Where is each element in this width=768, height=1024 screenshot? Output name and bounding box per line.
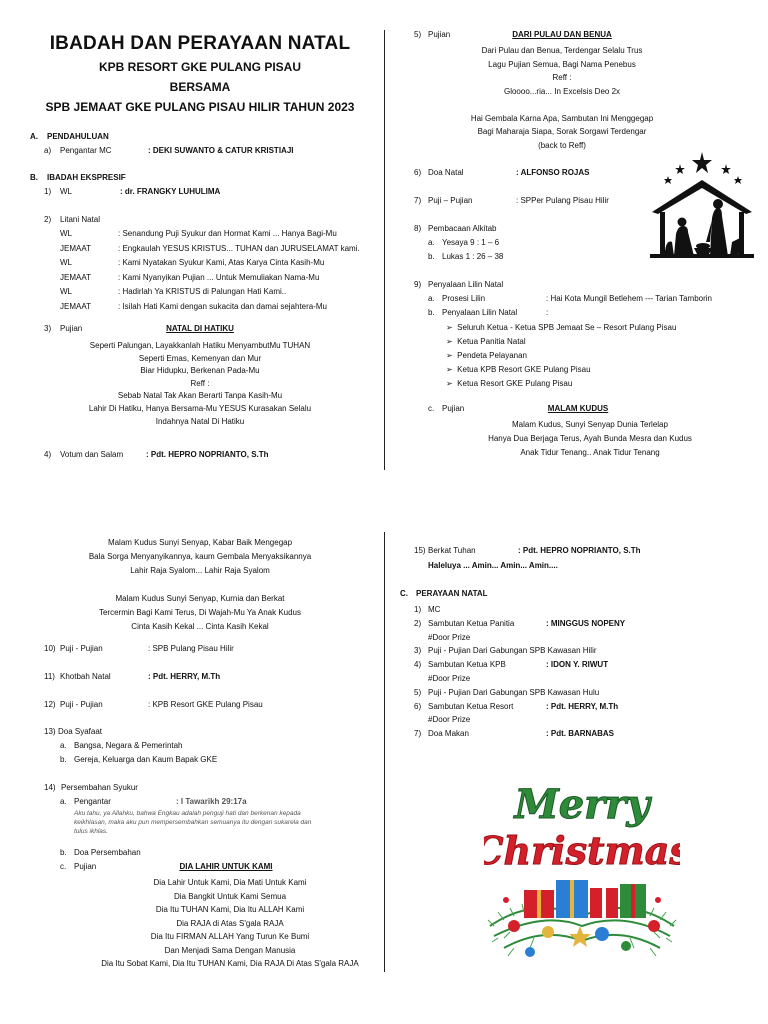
syafaat-label: Doa Syafaat [58, 727, 103, 736]
litani-text: : Engkaulah YESUS KRISTUS... TUHAN dan JURUSELAMAT kami. [118, 243, 360, 253]
lyric-line: Dan Menjadi Sama Dengan Manusia [164, 945, 296, 955]
section-c-label: C. [400, 589, 408, 598]
perayaan-item-label: Sambutan Ketua Panitia [428, 618, 515, 628]
lyric-line: Seperti Palungan, Layakkanlah Hatiku MenyambutMu TUHAN [89, 341, 311, 350]
arrow-icon: ➢ [446, 351, 458, 360]
lyric-line: Bagi Maharaja Siapa, Sorak Sorgawi Terdengar [477, 127, 647, 136]
litani-text: : Hadirlah Ya KRISTUS di Palungan Hati Kami.. [118, 287, 287, 297]
sub-num: a. [60, 797, 67, 806]
section-a-title: PENDAHULUAN [47, 132, 109, 141]
pujian-label: Pujian [74, 862, 97, 871]
subtitle-kpb: KPB RESORT GKE PULANG PISAU [98, 60, 302, 74]
item-num: 3) [44, 324, 52, 333]
item-num: 3) [414, 646, 422, 656]
section-b-label: B. [30, 173, 38, 182]
litani-who: WL [60, 258, 72, 268]
item-num: a) [44, 146, 52, 155]
bible-reading: Yesaya 9 : 1 – 6 [442, 238, 500, 247]
subtitle-bersama: BERSAMA [169, 80, 231, 94]
lyric-line: Dia Itu FIRMAN ALLAH Yang Turun Ke Bumi [150, 932, 310, 941]
sub-num: b. [60, 848, 67, 857]
litani-who: JEMAAT [60, 272, 91, 282]
lyric-line: Malam Kudus Sunyi Senyap, Kabar Baik Mengegap [107, 538, 293, 547]
door-prize: #Door Prize [428, 632, 471, 642]
lyric-line: Dia RAJA di Atas S'gala RAJA [176, 918, 284, 928]
song-title: MALAM KUDUS [547, 404, 609, 413]
doa-persembahan-label: Doa Persembahan [74, 848, 141, 857]
alkitab-label: Pembacaan Alkitab [428, 224, 497, 233]
lyric-line: Sebab Natal Tak Akan Berarti Tanpa Kasih-Mu [117, 391, 283, 401]
litani-who: WL [60, 229, 72, 238]
column-divider-top [384, 30, 385, 470]
prosesi-label: Prosesi Lilin [442, 294, 486, 303]
list-item: ➢ Ketua KPB Resort GKE Pulang Pisau [446, 365, 591, 374]
song-title: DARI PULAU DAN BENUA [512, 30, 612, 39]
doa-natal-value: : ALFONSO ROJAS [516, 168, 590, 177]
berkat-label: Berkat Tuhan [428, 546, 476, 555]
wl-label: WL [60, 187, 72, 196]
pujian-label: Pujian [428, 30, 451, 39]
lyric-line: Reff : [190, 378, 210, 388]
pengantar-mc-label: Pengantar MC [60, 146, 112, 155]
haleluya-amin: Haleluya ... Amin... Amin... Amin.... [428, 561, 558, 570]
list-item: ➢ Pendeta Pelayanan [446, 351, 527, 360]
christmas-text: Christmas [484, 828, 680, 873]
lyric-line: Malam Kudus Sunyi Senyap, Kurnia dan Berkat [115, 594, 285, 603]
merry-text: Merry [514, 781, 650, 828]
arrow-icon: ➢ [446, 337, 458, 346]
litani-who: WL [60, 287, 72, 297]
lyric-line: Dia Bangkit Untuk Kami Semua [173, 891, 287, 901]
item-num: 7) [414, 729, 422, 739]
syafaat-item: Bangsa, Negara & Pemerintah [74, 741, 183, 750]
door-prize: #Door Prize [428, 715, 471, 725]
lyric-line: Dia Itu TUHAN Kami, Dia Itu ALLAH Kami [155, 905, 305, 914]
wl-value: : dr. FRANGKY LUHULIMA [120, 187, 221, 196]
puji-label: Puji – Pujian [428, 196, 473, 205]
pengantar-mc-value: : DEKI SUWANTO & CATUR KRISTIAJI [148, 146, 294, 155]
litani-text: : Kami Nyatakan Syukur Kami, Atas Karya Cinta Kasih-Mu [118, 258, 325, 268]
item-num: 12) [44, 700, 56, 709]
item-num: 13) [44, 727, 56, 736]
item-num: 9) [414, 280, 422, 289]
item-num: 5) [414, 30, 422, 39]
perayaan-item-label: Sambutan Ketua Resort [428, 701, 514, 711]
litani-who: JEMAAT [60, 243, 91, 253]
lyric-line: Gloooo...ria... In Excelsis Deo 2x [503, 86, 621, 96]
list-item: ➢ Ketua Panitia Natal [446, 337, 526, 346]
berkat-value: : Pdt. HEPRO NOPRIANTO, S.Th [518, 546, 641, 555]
lyrics-natal-di-hatiku [50, 340, 350, 428]
lyric-line: (back to Reff) [538, 140, 586, 150]
item-num: 4) [414, 660, 422, 670]
lyrics-dari-pulau [432, 44, 692, 152]
item-num: 1) [44, 187, 52, 196]
lyric-line: Seperti Emas, Kemenyan dan Mur [138, 353, 262, 363]
lyric-line: Lagu Pujian Semua, Bagi Nama Penebus [488, 59, 636, 69]
list-item: ➢ Seluruh Ketua - Ketua SPB Jemaat Se – Resort Pulang Pisau [446, 323, 677, 332]
perayaan-item-value: : Pdt. HERRY, M.Th [546, 701, 619, 711]
lyric-line: Dia Itu Sobat Kami, Dia Itu TUHAN Kami, Dia RAJA Di Atas S'gala RAJA [101, 959, 359, 968]
lilin-list [446, 321, 676, 391]
merry-christmas-illustration [484, 776, 680, 962]
pengantar-label: Pengantar [74, 797, 111, 806]
bible-reading: Lukas 1 : 26 – 38 [442, 252, 504, 261]
puji-label: Puji - Pujian [60, 644, 103, 653]
song-title: DIA LAHIR UNTUK KAMI [179, 862, 273, 871]
puji-value: : SPPer Pulang Pisau Hilir [516, 196, 609, 205]
lyrics-malam-kudus-cont [50, 536, 350, 634]
list-item: ➢ Ketua Resort GKE Pulang Pisau [446, 379, 573, 388]
perayaan-item-label: Puji - Pujian Dari Gabungan SPB Kawasan Hilir [428, 646, 597, 656]
perayaan-item-label: Doa Makan [428, 729, 469, 739]
puji-value: : KPB Resort GKE Pulang Pisau [148, 700, 263, 709]
lyric-line [432, 98, 692, 112]
song-title: NATAL DI HATIKU [166, 324, 234, 333]
lyric-line: Hanya Dua Berjaga Terus, Ayah Bunda Mesra dan Kudus [488, 434, 692, 443]
khotbah-value: : Pdt. HERRY, M.Th [148, 672, 221, 681]
verse-line: Aku tahu, ya Allahku, bahwa Engkau adalah penguji hati dan berkenan kepada [74, 810, 301, 817]
votum-value: : Pdt. HEPRO NOPRIANTO, S.Th [146, 450, 269, 459]
sub-num: a. [428, 238, 435, 247]
lyric-line: Hai Gembala Karna Apa, Sambutan Ini Menggegap [470, 113, 654, 123]
lyric-line: Anak Tidur Tenang.. Anak Tidur Tenang [520, 448, 660, 457]
item-num: 2) [414, 618, 422, 628]
litani-table [60, 229, 360, 317]
lyric-line: Dari Pulau dan Benua, Terdengar Selalu Trus [481, 46, 643, 55]
sub-num: c. [428, 404, 435, 413]
lyric-line: Lahir Di Hatiku, Hanya Bersama-Mu YESUS Kurasakan Selalu [88, 403, 312, 413]
sub-num: c. [60, 862, 67, 871]
lyrics-malam-kudus [432, 418, 748, 460]
litani-text: : Kami Nyanyikan Pujian ... Untuk Memuliakan Nama-Mu [118, 272, 320, 282]
item-num: 4) [44, 450, 52, 459]
litani-label: Litani Natal [60, 215, 101, 224]
pujian-label: Pujian [442, 404, 465, 413]
pengantar-value: : I Tawarikh 29:17a [176, 797, 247, 806]
perayaan-item-label: Sambutan Ketua KPB [428, 660, 506, 670]
doa-natal-label: Doa Natal [428, 168, 464, 177]
litani-who: JEMAAT [60, 301, 91, 311]
lyric-line: Bala Sorga Menyanyikannya, kaum Gembala Menyaksikannya [88, 552, 312, 561]
penyalaan-colon: : [546, 308, 549, 317]
penyalaan-label: Penyalaan Lilin Natal [442, 308, 518, 317]
khotbah-label: Khotbah Natal [60, 672, 111, 681]
lilin-label: Penyalaan Lilin Natal [428, 280, 504, 289]
perayaan-item-label: MC [428, 605, 441, 614]
item-num: 7) [414, 196, 422, 205]
item-num: 6) [414, 701, 422, 711]
arrow-icon: ➢ [446, 323, 458, 332]
persembahan-label: Persembahan Syukur [61, 783, 138, 792]
nativity-icon [650, 150, 754, 258]
lyric-line: Biar Hidupku, Berkenan Pada-Mu [140, 366, 260, 376]
section-a-label: A. [30, 132, 38, 141]
lyric-line: Dia Lahir Untuk Kami, Dia Mati Untuk Kami [153, 878, 307, 887]
sub-num: b. [60, 755, 67, 764]
prosesi-value: : Hai Kota Mungil Betlehem --- Tarian Tamborin [546, 294, 712, 303]
litani-text: : Senandung Puji Syukur dan Hormat Kami ... Hanya Bagi-Mu [118, 229, 337, 238]
item-num: 2) [44, 215, 52, 224]
section-c-title: PERAYAAN NATAL [416, 589, 488, 598]
sub-num: a. [60, 741, 67, 750]
lyric-line: Reff : [552, 73, 572, 82]
perayaan-item-value: : Pdt. BARNABAS [546, 729, 614, 739]
lyric-line: Indahnya Natal Di Hatiku [155, 416, 245, 426]
votum-label: Votum dan Salam [60, 450, 124, 459]
arrow-icon: ➢ [446, 379, 458, 388]
perayaan-list [414, 603, 626, 741]
arrow-icon: ➢ [446, 365, 458, 374]
item-num: 15) [414, 546, 426, 555]
lyric-line: Malam Kudus, Sunyi Senyap Dunia Terlelap [512, 420, 668, 429]
litani-text: : Isilah Hati Kami dengan sukacita dan damai sejahtera-Mu [118, 301, 327, 311]
lyric-line: Lahir Raja Syalom... Lahir Raja Syalom [130, 566, 270, 575]
christmas-decor-icon [484, 776, 680, 962]
perayaan-item-value: : IDON Y. RIWUT [546, 660, 609, 670]
syafaat-item: Gereja, Keluarga dan Kaum Bapak GKE [74, 755, 218, 764]
lyric-line: Cinta Kasih Kekal ... Cinta Kasih Kekal [131, 622, 269, 631]
item-num: 1) [414, 605, 422, 614]
puji-value: : SPB Pulang Pisau Hilir [148, 644, 234, 653]
page-title: IBADAH DAN PERAYAAN NATAL [49, 33, 351, 54]
item-num: 6) [414, 168, 422, 177]
perayaan-item-label: Puji - Pujian Dari Gabungan SPB Kawasan Hulu [428, 687, 600, 697]
verse-line: keikhlasan, maka aku pun mempersembahkan semuanya itu dengan sukarela dan [74, 819, 312, 826]
nativity-illustration [650, 150, 754, 258]
pujian-label: Pujian [60, 324, 83, 333]
perayaan-item-value: : MINGGUS NOPENY [546, 618, 626, 628]
item-num: 11) [44, 672, 55, 681]
verse-line: tulus ikhlas. [74, 828, 108, 835]
verse-text [74, 809, 311, 836]
lyrics-dia-lahir [50, 876, 410, 971]
subtitle-spb: SPB JEMAAT GKE PULANG PISAU HILIR TAHUN 2023 [45, 100, 355, 114]
door-prize: #Door Prize [428, 673, 471, 683]
section-b-title: IBADAH EKSPRESIF [47, 173, 126, 182]
sub-num: a. [428, 294, 435, 303]
item-num: 5) [414, 687, 422, 697]
item-num: 10) [44, 644, 56, 653]
lyric-line [50, 578, 350, 592]
sub-num: b. [428, 252, 435, 261]
lyric-line: Tercermin Bagi Kami Terus, Di Wajah-Mu Ya Anak Kudus [98, 608, 301, 617]
item-num: 14) [44, 783, 56, 792]
item-num: 8) [414, 224, 422, 233]
sub-num: b. [428, 308, 435, 317]
puji-label: Puji - Pujian [60, 700, 103, 709]
